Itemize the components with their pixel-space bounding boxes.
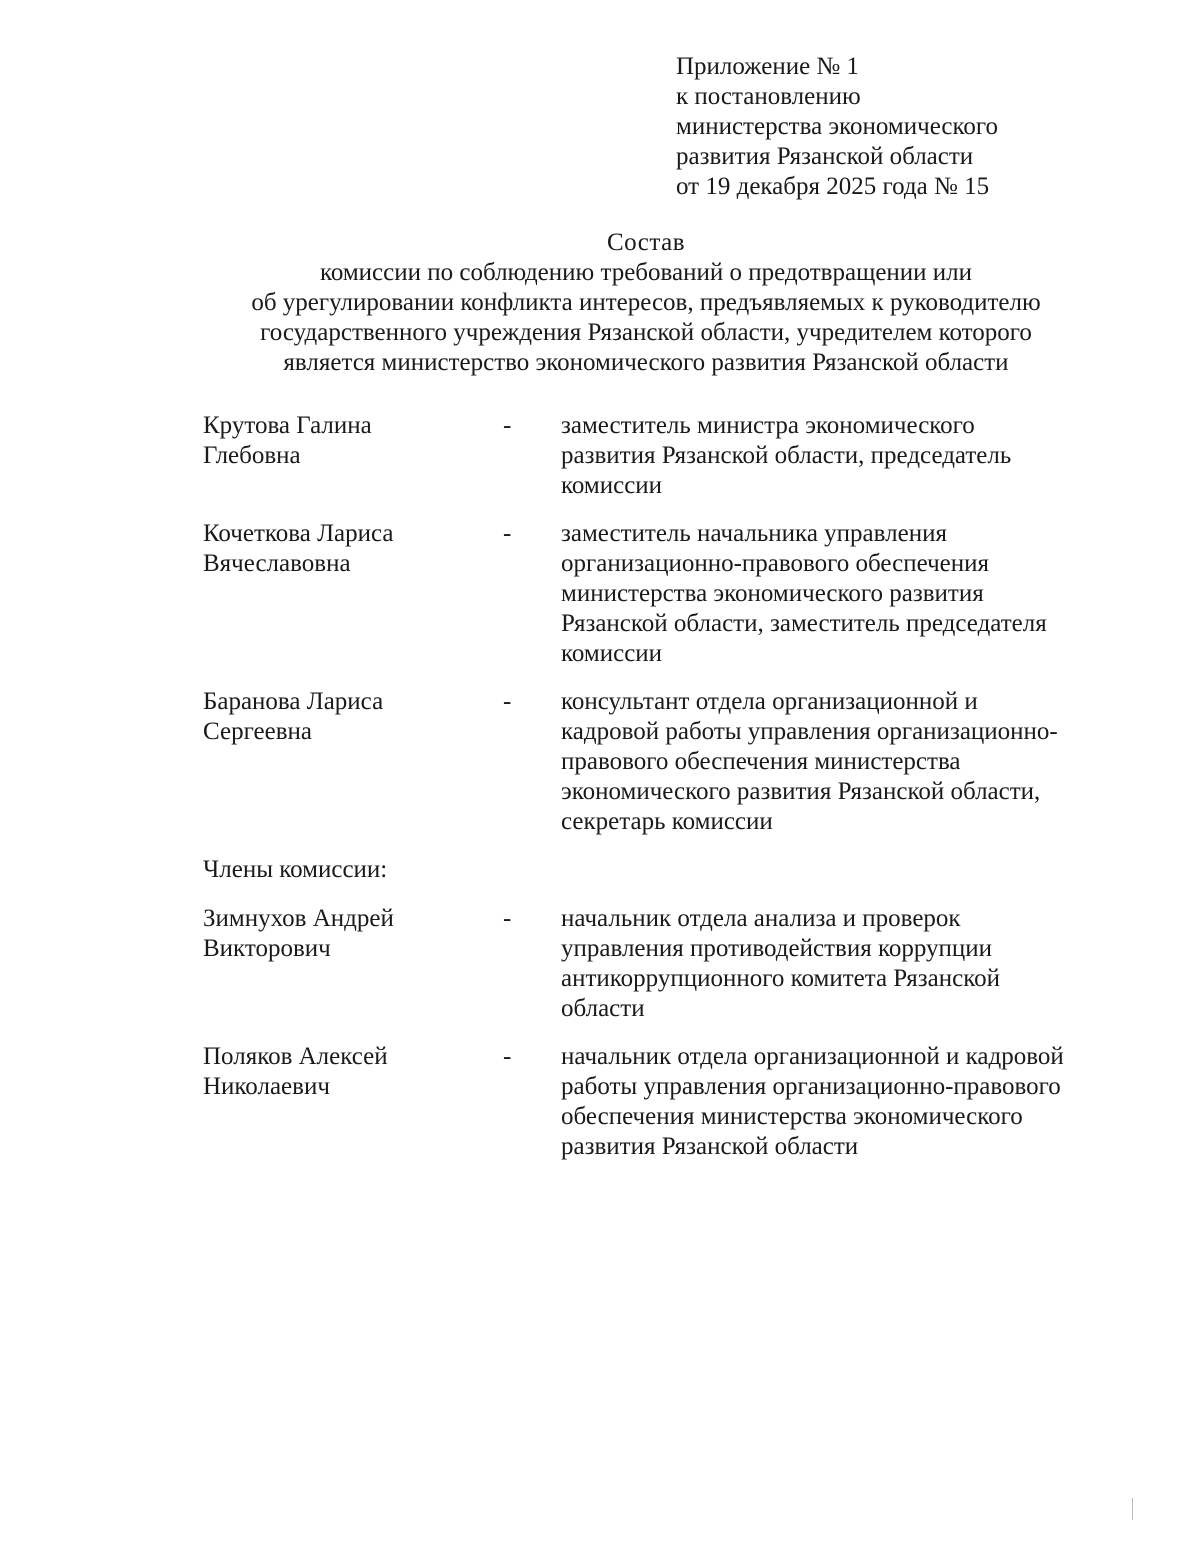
member-role [561, 519, 1101, 669]
member-role-line: консультант отдела организационной и [561, 688, 978, 715]
member-dash: - [503, 1043, 512, 1070]
member-row-secretary [203, 687, 1103, 837]
member-dash: - [503, 520, 512, 547]
member-name-line: Вячеславовна [203, 550, 351, 577]
member-name [203, 1042, 503, 1162]
scan-edge-mark [1132, 1498, 1133, 1520]
member-role [561, 687, 1101, 837]
member-role-line: экономического развития Рязанской области, [561, 778, 1041, 805]
member-row [203, 1042, 1103, 1162]
member-dash: - [503, 412, 512, 439]
member-name-line: Кочеткова Лариса [203, 520, 394, 547]
member-row [203, 904, 1103, 1024]
appendix-line: к постановлению [676, 83, 861, 110]
member-name [203, 904, 503, 1024]
member-dash: - [503, 688, 512, 715]
member-role-line: развития Рязанской области, председатель [561, 442, 1012, 469]
appendix-line: министерства экономического [676, 113, 999, 140]
member-row-deputy-chair [203, 519, 1103, 669]
title-line: об урегулировании конфликта интересов, предъявляемых к руководителю [251, 289, 1041, 316]
document-title [150, 228, 1142, 378]
member-name-line: Крутова Галина [203, 412, 372, 439]
member-role-line: работы управления организационно-правового [561, 1073, 1061, 1100]
appendix-reference [676, 52, 1096, 202]
member-role [561, 904, 1101, 1024]
member-name-line: Баранова Лариса [203, 688, 384, 715]
members-heading: Члены комиссии: [203, 856, 388, 883]
member-role-line: заместитель министра экономического [561, 412, 975, 439]
member-name-line: Сергеевна [203, 718, 312, 745]
member-role-line: правового обеспечения министерства [561, 748, 961, 775]
member-name-line: Зимнухов Андрей [203, 905, 394, 932]
member-role-line: начальник отдела анализа и проверок [561, 905, 961, 932]
member-role-line: секретарь комиссии [561, 808, 773, 835]
title-line: является министерство экономического развития Рязанской области [283, 349, 1009, 376]
member-role-line: Рязанской области, заместитель председателя [561, 610, 1047, 637]
appendix-line: развития Рязанской области [676, 143, 974, 170]
member-name [203, 519, 503, 669]
member-role [561, 1042, 1101, 1162]
member-role-line: кадровой работы управления организационно- [561, 718, 1058, 745]
member-name-line: Николаевич [203, 1073, 330, 1100]
title-line: комиссии по соблюдению требований о предотвращении или [319, 259, 973, 286]
appendix-line: Приложение № 1 [676, 53, 860, 80]
member-role-line: управления противодействия коррупции [561, 935, 993, 962]
member-row-chair [203, 411, 1103, 501]
commission-members [203, 411, 1103, 1180]
member-name [203, 411, 503, 501]
appendix-line: от 19 декабря 2025 года № 15 [676, 173, 990, 200]
member-name [203, 687, 503, 837]
member-name-line: Викторович [203, 935, 331, 962]
title-heading: Состав [606, 229, 686, 256]
member-role-line: комиссии [561, 640, 663, 667]
member-role-line: развития Рязанской области [561, 1133, 859, 1160]
member-name-line: Глебовна [203, 442, 301, 469]
member-role-line: области [561, 995, 645, 1022]
member-role-line: антикоррупционного комитета Рязанской [561, 965, 1000, 992]
member-role [561, 411, 1101, 501]
member-role-line: министерства экономического развития [561, 580, 984, 607]
member-role-line: начальник отдела организационной и кадровой [561, 1043, 1064, 1070]
member-role-line: обеспечения министерства экономического [561, 1103, 1023, 1130]
member-dash: - [503, 905, 512, 932]
member-role-line: заместитель начальника управления [561, 520, 947, 547]
title-line: государственного учреждения Рязанской области, учредителем которого [260, 319, 1032, 346]
member-role-line: комиссии [561, 472, 663, 499]
member-role-line: организационно-правового обеспечения [561, 550, 990, 577]
member-name-line: Поляков Алексей [203, 1043, 388, 1070]
